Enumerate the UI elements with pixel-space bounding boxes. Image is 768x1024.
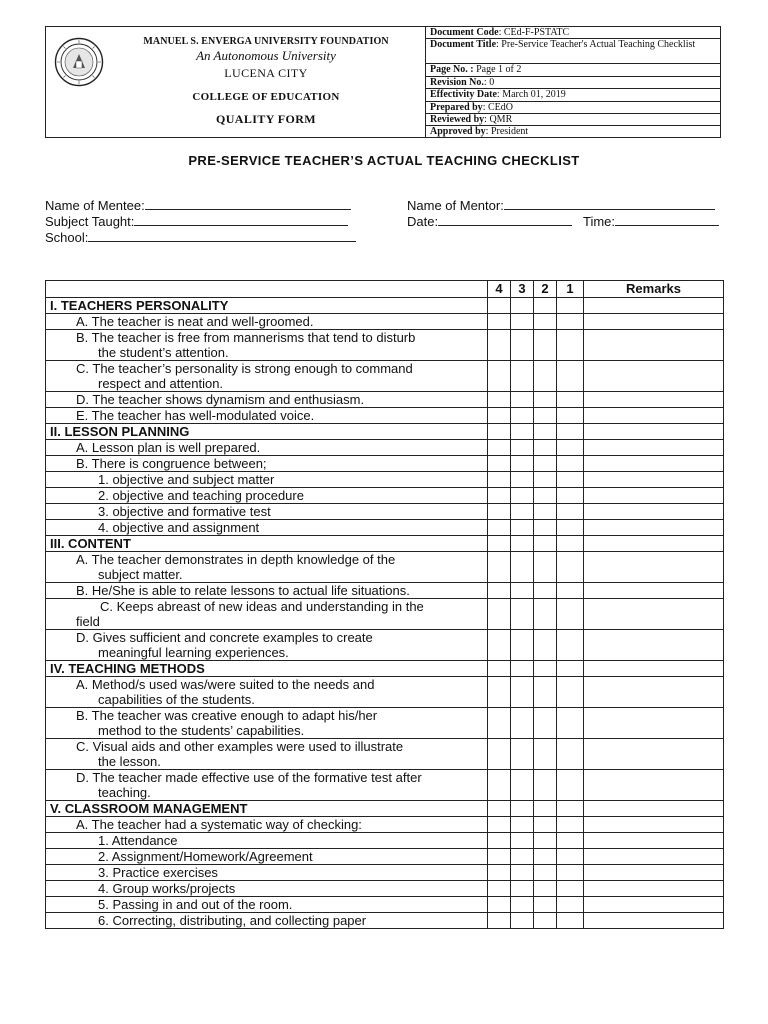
score-2-cell[interactable] <box>534 536 557 552</box>
remarks-cell[interactable] <box>584 361 724 392</box>
score-2-cell[interactable] <box>534 314 557 330</box>
meta-page-no: Page No. : Page 1 of 2 <box>426 64 720 77</box>
remarks-cell[interactable] <box>584 330 724 361</box>
date-label: Date: <box>407 214 439 229</box>
table-header-row <box>46 281 724 298</box>
score-1-cell[interactable] <box>557 630 584 661</box>
section-heading: I. TEACHERS PERSONALITY <box>46 298 488 314</box>
criterion-text: A. Lesson plan is well prepared. <box>76 440 261 455</box>
criterion-label <box>46 583 488 599</box>
meta-document-code: Document Code: CEd-F-PSTATC <box>426 27 720 39</box>
criterion-text: 3. Practice exercises <box>98 865 218 880</box>
checklist-row <box>46 488 724 504</box>
criterion-label <box>46 739 488 770</box>
score-1-cell[interactable] <box>557 330 584 361</box>
criterion-label <box>46 833 488 849</box>
meta-approved-by: Approved by: President <box>430 126 529 137</box>
criterion-text: D. The teacher shows dynamism and enthusiasm. <box>76 392 365 407</box>
remarks-cell[interactable] <box>584 599 724 630</box>
score-1-cell[interactable] <box>557 661 584 677</box>
score-2-cell[interactable] <box>534 520 557 536</box>
score-1-cell[interactable] <box>557 456 584 472</box>
criterion-text: C. Keeps abreast of new ideas and understanding in the <box>100 599 424 614</box>
score-2-cell[interactable] <box>534 661 557 677</box>
criterion-label <box>46 472 488 488</box>
score-2-cell[interactable] <box>534 552 557 583</box>
remarks-cell[interactable] <box>584 661 724 677</box>
mentor-field[interactable] <box>407 197 715 213</box>
score-4-cell[interactable] <box>488 913 511 929</box>
checklist-row <box>46 552 724 583</box>
criterion-text: A. Method/s used was/were suited to the needs and <box>76 677 375 692</box>
score-2-cell[interactable] <box>534 488 557 504</box>
score-3-cell[interactable] <box>511 630 534 661</box>
meta-revision-no: Revision No.: 0 <box>426 77 720 89</box>
criterion-text-continued: the student’s attention. <box>98 345 229 360</box>
score-4-cell[interactable] <box>488 770 511 801</box>
score-2-cell[interactable] <box>534 677 557 708</box>
checklist-body <box>46 281 724 929</box>
remarks-cell[interactable] <box>584 897 724 913</box>
score-1-cell[interactable] <box>557 897 584 913</box>
criterion-text: B. He/She is able to relate lessons to actual life situations. <box>76 583 410 598</box>
score-3-cell[interactable] <box>511 817 534 833</box>
meta-effectivity-date: Effectivity Date: March 01, 2019 <box>426 89 720 102</box>
score-4-cell[interactable] <box>488 677 511 708</box>
remarks-cell[interactable] <box>584 801 724 817</box>
checklist-row <box>46 520 724 536</box>
header-remarks: Remarks <box>584 281 724 298</box>
score-4-cell[interactable] <box>488 630 511 661</box>
header-score-4: 4 <box>488 281 511 298</box>
score-1-cell[interactable] <box>557 801 584 817</box>
checklist-row <box>46 677 724 708</box>
school-label: School: <box>45 230 89 245</box>
remarks-cell[interactable] <box>584 677 724 708</box>
score-1-cell[interactable] <box>557 708 584 739</box>
criterion-label <box>46 392 488 408</box>
remarks-cell[interactable] <box>584 739 724 770</box>
header-score-3: 3 <box>511 281 534 298</box>
score-2-cell[interactable] <box>534 456 557 472</box>
remarks-cell[interactable] <box>584 833 724 849</box>
score-3-cell[interactable] <box>511 801 534 817</box>
score-2-cell[interactable] <box>534 833 557 849</box>
remarks-cell[interactable] <box>584 298 724 314</box>
score-2-cell[interactable] <box>534 739 557 770</box>
checklist-row <box>46 881 724 897</box>
score-1-cell[interactable] <box>557 504 584 520</box>
section-heading: IV. TEACHING METHODS <box>46 661 488 677</box>
meta-document-title: Document Title: Pre-Service Teacher's Actual Teaching Checklist <box>426 39 720 64</box>
criterion-label <box>46 330 488 361</box>
score-1-cell[interactable] <box>557 599 584 630</box>
criterion-text: E. The teacher has well-modulated voice. <box>76 408 315 423</box>
score-1-cell[interactable] <box>557 314 584 330</box>
score-1-cell[interactable] <box>557 520 584 536</box>
remarks-cell[interactable] <box>584 392 724 408</box>
header-score-1: 1 <box>557 281 584 298</box>
date-input-line[interactable] <box>438 213 572 226</box>
remarks-cell[interactable] <box>584 913 724 929</box>
remarks-cell[interactable] <box>584 504 724 520</box>
score-1-cell[interactable] <box>557 833 584 849</box>
remarks-cell[interactable] <box>584 881 724 897</box>
criterion-label <box>46 361 488 392</box>
criterion-label <box>46 314 488 330</box>
score-4-cell[interactable] <box>488 298 511 314</box>
time-label: Time: <box>583 214 616 229</box>
criterion-label <box>46 520 488 536</box>
checklist-row <box>46 314 724 330</box>
score-3-cell[interactable] <box>511 849 534 865</box>
criterion-text-continued: field <box>76 614 100 629</box>
criterion-label <box>46 865 488 881</box>
criterion-label <box>46 770 488 801</box>
criterion-label <box>46 552 488 583</box>
criterion-label <box>46 849 488 865</box>
score-3-cell[interactable] <box>511 408 534 424</box>
score-3-cell[interactable] <box>511 298 534 314</box>
score-3-cell[interactable] <box>511 770 534 801</box>
checklist-row <box>46 599 724 630</box>
criterion-label <box>46 817 488 833</box>
remarks-cell[interactable] <box>584 488 724 504</box>
section-row <box>46 801 724 817</box>
score-4-cell[interactable] <box>488 583 511 599</box>
score-3-cell[interactable] <box>511 488 534 504</box>
score-3-cell[interactable] <box>511 314 534 330</box>
college-name: COLLEGE OF EDUCATION <box>192 91 340 103</box>
score-4-cell[interactable] <box>488 801 511 817</box>
criterion-text: D. The teacher made effective use of the formative test after <box>76 770 422 785</box>
score-1-cell[interactable] <box>557 408 584 424</box>
mentor-input-line[interactable] <box>504 197 715 210</box>
score-1-cell[interactable] <box>557 552 584 583</box>
remarks-cell[interactable] <box>584 817 724 833</box>
document-meta <box>426 27 720 137</box>
score-1-cell[interactable] <box>557 488 584 504</box>
remarks-cell[interactable] <box>584 536 724 552</box>
header-criteria-cell <box>46 281 488 298</box>
checklist-row <box>46 630 724 661</box>
score-1-cell[interactable] <box>557 536 584 552</box>
time-input-line[interactable] <box>615 213 719 226</box>
score-4-cell[interactable] <box>488 881 511 897</box>
checklist-row <box>46 330 724 361</box>
score-3-cell[interactable] <box>511 881 534 897</box>
mentee-input-line[interactable] <box>145 197 351 210</box>
score-3-cell[interactable] <box>511 330 534 361</box>
criterion-text: B. The teacher is free from mannerisms that tend to disturb <box>76 330 416 345</box>
score-1-cell[interactable] <box>557 881 584 897</box>
score-2-cell[interactable] <box>534 770 557 801</box>
score-1-cell[interactable] <box>557 817 584 833</box>
score-3-cell[interactable] <box>511 833 534 849</box>
checklist-row <box>46 833 724 849</box>
score-4-cell[interactable] <box>488 739 511 770</box>
score-3-cell[interactable] <box>511 392 534 408</box>
section-row <box>46 424 724 440</box>
criterion-label <box>46 504 488 520</box>
score-2-cell[interactable] <box>534 361 557 392</box>
score-2-cell[interactable] <box>534 849 557 865</box>
score-4-cell[interactable] <box>488 392 511 408</box>
score-2-cell[interactable] <box>534 330 557 361</box>
section-row <box>46 298 724 314</box>
checklist-row <box>46 770 724 801</box>
score-4-cell[interactable] <box>488 708 511 739</box>
criterion-text-continued: respect and attention. <box>98 376 224 391</box>
criterion-label <box>46 897 488 913</box>
remarks-cell[interactable] <box>584 552 724 583</box>
header-score-2: 2 <box>534 281 557 298</box>
score-4-cell[interactable] <box>488 865 511 881</box>
criterion-text: 6. Correcting, distributing, and collecting paper <box>98 913 367 928</box>
remarks-cell[interactable] <box>584 456 724 472</box>
remarks-cell[interactable] <box>584 865 724 881</box>
score-1-cell[interactable] <box>557 440 584 456</box>
score-3-cell[interactable] <box>511 897 534 913</box>
score-3-cell[interactable] <box>511 456 534 472</box>
criterion-label <box>46 677 488 708</box>
score-2-cell[interactable] <box>534 630 557 661</box>
document-header <box>45 26 721 138</box>
score-2-cell[interactable] <box>534 424 557 440</box>
checklist-row <box>46 913 724 929</box>
score-1-cell[interactable] <box>557 849 584 865</box>
score-4-cell[interactable] <box>488 330 511 361</box>
score-3-cell[interactable] <box>511 739 534 770</box>
mentee-label: Name of Mentee: <box>45 198 145 213</box>
section-heading: III. CONTENT <box>46 536 488 552</box>
score-3-cell[interactable] <box>511 552 534 583</box>
criterion-text: A. The teacher had a systematic way of checking: <box>76 817 362 832</box>
university-seal-icon <box>54 37 104 87</box>
score-3-cell[interactable] <box>511 599 534 630</box>
meta-prepared-by: Prepared by: CEdO <box>426 102 720 114</box>
checklist-row <box>46 408 724 424</box>
time-field[interactable] <box>583 213 719 229</box>
score-1-cell[interactable] <box>557 392 584 408</box>
score-4-cell[interactable] <box>488 504 511 520</box>
subject-input-line[interactable] <box>134 213 348 226</box>
criterion-text: B. The teacher was creative enough to adapt his/her <box>76 708 378 723</box>
score-2-cell[interactable] <box>534 881 557 897</box>
section-row <box>46 661 724 677</box>
score-4-cell[interactable] <box>488 361 511 392</box>
criterion-text: 1. Attendance <box>98 833 178 848</box>
score-2-cell[interactable] <box>534 865 557 881</box>
criterion-text-continued: teaching. <box>98 785 151 800</box>
criterion-label <box>46 881 488 897</box>
score-2-cell[interactable] <box>534 504 557 520</box>
checklist-row <box>46 897 724 913</box>
remarks-cell[interactable] <box>584 708 724 739</box>
remarks-cell[interactable] <box>584 424 724 440</box>
criterion-text: C. Visual aids and other examples were used to illustrate <box>76 739 404 754</box>
checklist-row <box>46 440 724 456</box>
criterion-text-continued: subject matter. <box>98 567 183 582</box>
score-1-cell[interactable] <box>557 739 584 770</box>
score-4-cell[interactable] <box>488 833 511 849</box>
section-heading: V. CLASSROOM MANAGEMENT <box>46 801 488 817</box>
criterion-text: 2. objective and teaching procedure <box>98 488 304 503</box>
score-1-cell[interactable] <box>557 361 584 392</box>
criterion-label <box>46 708 488 739</box>
criterion-text: A. The teacher is neat and well-groomed. <box>76 314 314 329</box>
score-3-cell[interactable] <box>511 583 534 599</box>
checklist-row <box>46 708 724 739</box>
score-2-cell[interactable] <box>534 913 557 929</box>
score-2-cell[interactable] <box>534 408 557 424</box>
score-3-cell[interactable] <box>511 661 534 677</box>
criterion-text: 1. objective and subject matter <box>98 472 275 487</box>
checklist-row <box>46 583 724 599</box>
score-4-cell[interactable] <box>488 456 511 472</box>
checklist-row <box>46 456 724 472</box>
criterion-label <box>46 913 488 929</box>
score-1-cell[interactable] <box>557 298 584 314</box>
score-2-cell[interactable] <box>534 897 557 913</box>
remarks-cell[interactable] <box>584 630 724 661</box>
score-2-cell[interactable] <box>534 599 557 630</box>
score-4-cell[interactable] <box>488 661 511 677</box>
score-3-cell[interactable] <box>511 520 534 536</box>
school-field[interactable] <box>45 229 356 245</box>
subject-field[interactable] <box>45 213 348 229</box>
score-3-cell[interactable] <box>511 361 534 392</box>
criterion-text-continued: meaningful learning experiences. <box>98 645 289 660</box>
subject-label: Subject Taught: <box>45 214 135 229</box>
section-row <box>46 536 724 552</box>
remarks-cell[interactable] <box>584 583 724 599</box>
criterion-text-continued: method to the students’ capabilities. <box>98 723 305 738</box>
score-3-cell[interactable] <box>511 536 534 552</box>
score-2-cell[interactable] <box>534 801 557 817</box>
criterion-text: D. Gives sufficient and concrete examples to create <box>76 630 373 645</box>
criterion-text-continued: the lesson. <box>98 754 161 769</box>
criterion-label <box>46 599 488 630</box>
score-2-cell[interactable] <box>534 472 557 488</box>
criterion-label <box>46 408 488 424</box>
score-4-cell[interactable] <box>488 408 511 424</box>
mentor-label: Name of Mentor: <box>407 198 504 213</box>
score-4-cell[interactable] <box>488 424 511 440</box>
checklist-row <box>46 504 724 520</box>
checklist-row <box>46 865 724 881</box>
score-4-cell[interactable] <box>488 536 511 552</box>
score-4-cell[interactable] <box>488 488 511 504</box>
score-4-cell[interactable] <box>488 520 511 536</box>
score-4-cell[interactable] <box>488 599 511 630</box>
score-4-cell[interactable] <box>488 897 511 913</box>
score-1-cell[interactable] <box>557 677 584 708</box>
checklist-row <box>46 472 724 488</box>
score-4-cell[interactable] <box>488 849 511 865</box>
page-title: PRE-SERVICE TEACHER’S ACTUAL TEACHING CHECKLIST <box>188 153 580 168</box>
score-1-cell[interactable] <box>557 583 584 599</box>
remarks-cell[interactable] <box>584 472 724 488</box>
checklist-table <box>45 280 724 929</box>
score-3-cell[interactable] <box>511 472 534 488</box>
school-input-line[interactable] <box>88 229 356 242</box>
institution-panel <box>46 27 426 137</box>
checklist-row <box>46 392 724 408</box>
criterion-text: 5. Passing in and out of the room. <box>98 897 293 912</box>
criterion-text: 3. objective and formative test <box>98 504 271 519</box>
score-3-cell[interactable] <box>511 865 534 881</box>
score-3-cell[interactable] <box>511 424 534 440</box>
meta-reviewed-by: Reviewed by: QMR <box>426 114 720 126</box>
score-3-cell[interactable] <box>511 504 534 520</box>
score-3-cell[interactable] <box>511 440 534 456</box>
criterion-text: 4. objective and assignment <box>98 520 260 535</box>
score-2-cell[interactable] <box>534 298 557 314</box>
score-3-cell[interactable] <box>511 708 534 739</box>
score-4-cell[interactable] <box>488 440 511 456</box>
score-2-cell[interactable] <box>534 392 557 408</box>
criterion-text: A. The teacher demonstrates in depth knowledge of the <box>76 552 396 567</box>
remarks-cell[interactable] <box>584 770 724 801</box>
score-3-cell[interactable] <box>511 913 534 929</box>
score-1-cell[interactable] <box>557 770 584 801</box>
remarks-cell[interactable] <box>584 849 724 865</box>
score-4-cell[interactable] <box>488 817 511 833</box>
remarks-cell[interactable] <box>584 408 724 424</box>
mentee-field[interactable] <box>45 197 351 213</box>
criterion-text: B. There is congruence between; <box>76 456 267 471</box>
criterion-label <box>46 440 488 456</box>
remarks-cell[interactable] <box>584 520 724 536</box>
organization-name: MANUEL S. ENVERGA UNIVERSITY FOUNDATION <box>143 36 389 47</box>
checklist-row <box>46 361 724 392</box>
remarks-cell[interactable] <box>584 314 724 330</box>
score-3-cell[interactable] <box>511 677 534 708</box>
checklist-row <box>46 817 724 833</box>
score-4-cell[interactable] <box>488 552 511 583</box>
date-field[interactable] <box>407 213 572 229</box>
score-1-cell[interactable] <box>557 913 584 929</box>
criterion-label <box>46 456 488 472</box>
organization-city: LUCENA CITY <box>224 66 308 80</box>
remarks-cell[interactable] <box>584 440 724 456</box>
criterion-label <box>46 630 488 661</box>
checklist-row <box>46 739 724 770</box>
criterion-text-continued: capabilities of the students. <box>98 692 255 707</box>
score-2-cell[interactable] <box>534 817 557 833</box>
criterion-text: 2. Assignment/Homework/Agreement <box>98 849 313 864</box>
organization-subtitle: An Autonomous University <box>196 48 336 63</box>
criterion-label <box>46 488 488 504</box>
score-1-cell[interactable] <box>557 472 584 488</box>
criterion-text: C. The teacher’s personality is strong enough to command <box>76 361 413 376</box>
criterion-text: 4. Group works/projects <box>98 881 236 896</box>
score-4-cell[interactable] <box>488 314 511 330</box>
score-1-cell[interactable] <box>557 865 584 881</box>
score-2-cell[interactable] <box>534 440 557 456</box>
score-2-cell[interactable] <box>534 708 557 739</box>
score-4-cell[interactable] <box>488 472 511 488</box>
checklist-row <box>46 849 724 865</box>
score-1-cell[interactable] <box>557 424 584 440</box>
score-2-cell[interactable] <box>534 583 557 599</box>
form-type: QUALITY FORM <box>215 112 317 126</box>
section-heading: II. LESSON PLANNING <box>46 424 488 440</box>
